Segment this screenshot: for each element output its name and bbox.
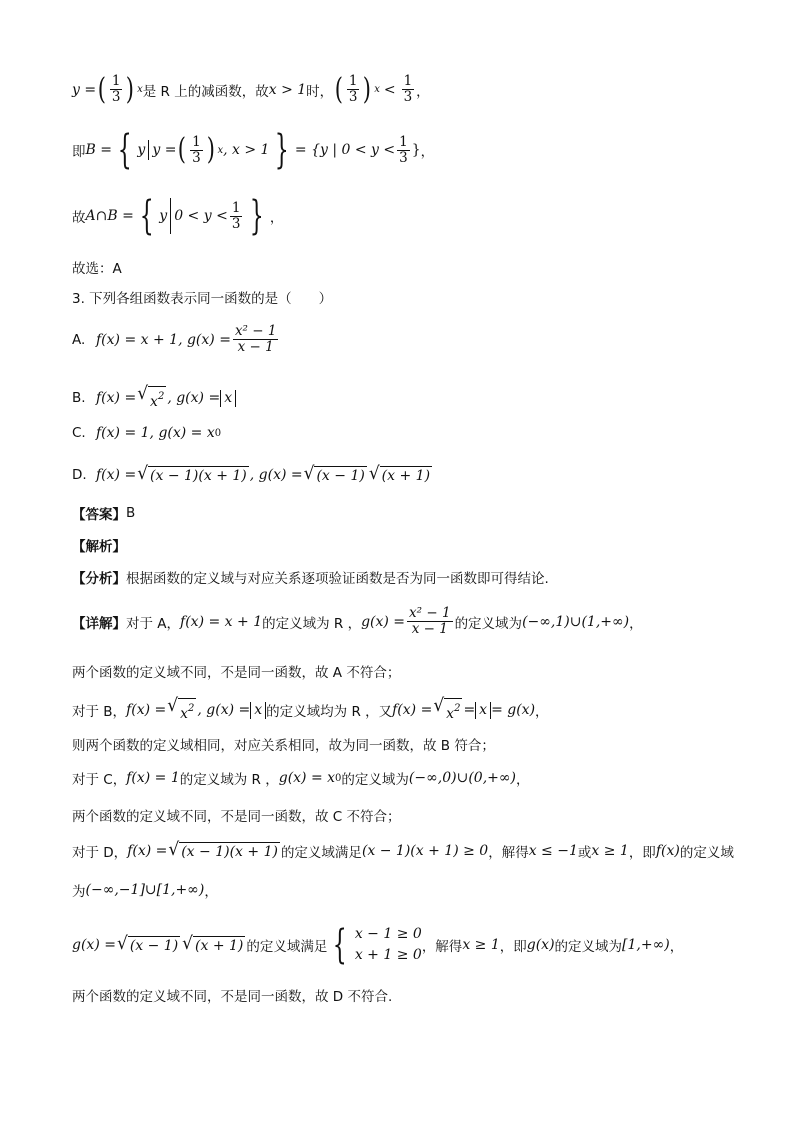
detail-D-g-line: g(x) = √ (x − 1) √ (x + 1) 的定义域满足 { x − 1 ≥ 0 x + 1 ≥ 0 ，解得 x ≥ 1 ，即 g(x) 的定义域为 [1,+∞) ，	[72, 922, 684, 968]
fraction-one-third: $\frac{1}{3}$	[111, 73, 121, 105]
fenxi-line: 【分析】 根据函数的定义域与对应关系逐项验证函数是否为同一函数即可得结论.	[72, 567, 549, 587]
question-3-title: 3. 下列各组函数表示同一函数的是（ ）	[72, 291, 333, 307]
xiangjie-tag: 【详解】	[72, 615, 126, 632]
detail-A-conclusion: 两个函数的定义域不同，不是同一函数，故 A 不符合；	[72, 665, 401, 681]
detail-A-line: 【详解】 对于 A， f(x) = x + 1 的定义域为 R ， g(x) = $\frac{\text{x² − 1}}{x - 1}$ 的定义域为 (−∞,1)∪(1,+∞) ，	[72, 605, 643, 637]
text-decreasing: 是 R 上的减函数，故	[142, 83, 269, 100]
fenxi-tag: 【分析】	[72, 571, 126, 587]
detail-C-line: 对于 C， f(x) = 1 的定义域为 R ， g(x) = x 0 的定义域为 (−∞,0)∪(0,+∞) ，	[72, 770, 530, 788]
line-intersection: 故 A∩B = { y 0 < y < $\frac{1}{3}$ } ，	[72, 193, 284, 239]
detail-B-line: 对于 B， f(x) = √ $x^2$ , g(x) = x 的定义域均为 R ，又 f(x) = √ $x^2$ = x = g(x) ，	[72, 695, 549, 722]
option-B: B. f(x) = √ $x^2$ , g(x) = x	[72, 384, 236, 412]
detail-D-conclusion: 两个函数的定义域不同，不是同一函数，故 D 不符合.	[72, 989, 393, 1005]
answer-value: B	[126, 505, 136, 521]
math-y-eq: y =	[72, 81, 97, 98]
line-decreasing-function: y = ( $\frac{1}{3}$ ) x 是 R 上的减函数，故 x > 1 时， ( $\frac{1}{3}$ ) x < $\frac{1}{3}$ ，	[72, 71, 430, 107]
answer-line	[72, 503, 135, 523]
fraction-optA: $\frac{\text{x² − 1}}{x - 1}$	[234, 323, 277, 355]
option-C: C. f(x) = 1, g(x) = x 0	[72, 425, 222, 441]
analysis-tag: 【解析】	[72, 539, 126, 555]
answer-tag: 【答案】	[72, 507, 126, 523]
math-B-eq: B =	[85, 142, 112, 158]
math-A-cap-B: A∩B =	[85, 208, 134, 224]
inequality-system: { x − 1 ≥ 0 x + 1 ≥ 0	[333, 922, 422, 968]
detail-B-conclusion: 则两个函数的定义域相同，对应关系相同，故为同一函数，故 B 符合；	[72, 738, 495, 754]
sqrt-x-squared: √ $x^2$	[137, 383, 165, 410]
detail-C-conclusion: 两个函数的定义域不同，不是同一函数，故 C 不符合；	[72, 809, 401, 825]
detail-D-domain: 为 (−∞,−1]∪[1,+∞) ，	[72, 882, 218, 900]
line-set-B: 即 B = { y y = ( $\frac{1}{3}$ ) x , x > 1 } = {y | 0 < y < $\frac{1}{3}$ } ，	[72, 127, 435, 173]
math-x-gt-1: x > 1	[268, 81, 307, 98]
abs-x: x	[220, 390, 236, 407]
option-A: A. f(x) = x + 1, g(x) = $\frac{\text{x² − 1}}{x - 1}$	[72, 323, 277, 355]
answer-choice-line: 故选：A	[72, 261, 122, 277]
analysis-line	[72, 535, 126, 555]
option-D: D. f(x) = √ (x − 1)(x + 1) , g(x) = √ (x − 1) √ (x + 1)	[72, 463, 431, 485]
detail-D-line: 对于 D， f(x) = √ (x − 1)(x + 1) 的定义域满足 (x − 1)(x + 1) ≥ 0 ，解得 x ≤ −1 或 x ≥ 1 ，即 f(x) 的定义域	[72, 839, 734, 861]
